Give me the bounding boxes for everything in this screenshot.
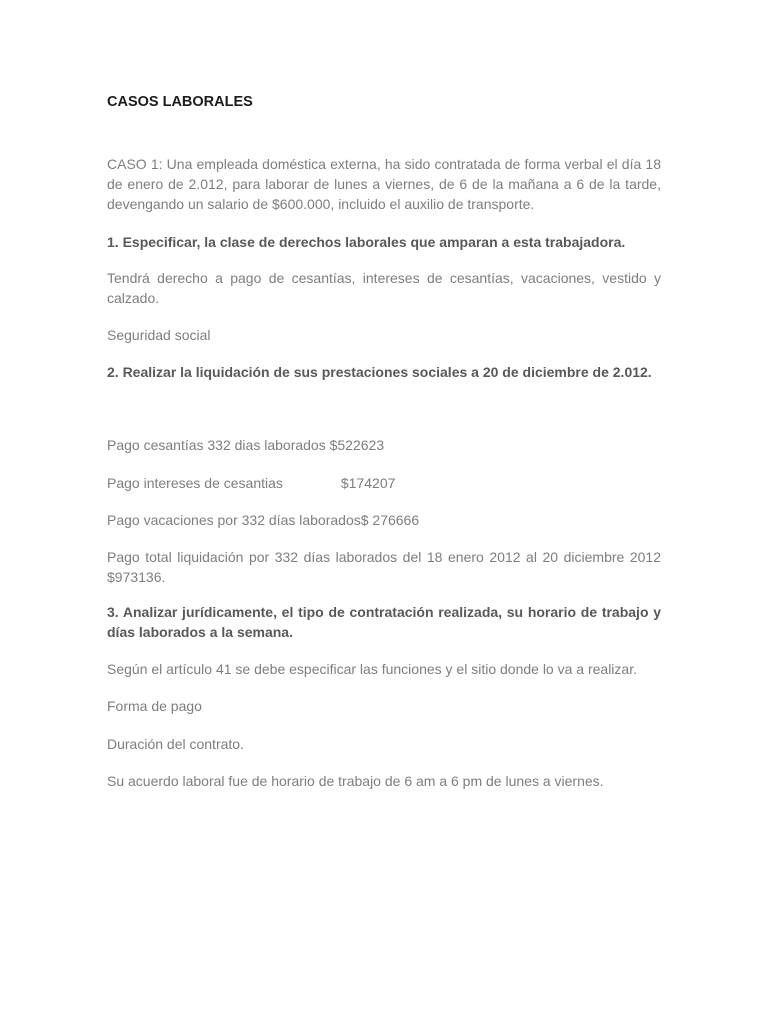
question-3-answer-forma: Forma de pago (107, 698, 202, 714)
pago-total-line: Pago total liquidación por 332 días laborados del 18 enero 2012 al 20 diciembre 2012 $973136. (107, 549, 661, 585)
pago-intereses-label: Pago intereses de cesantias (107, 475, 283, 491)
case-intro-paragraph: CASO 1: Una empleada doméstica externa, ha sido contratada de forma verbal el día 18 de enero de 2.012, para laborar de lunes a viernes, de 6 de la mañana a 6 de la tarde, devengando un salario de $600.000, incluido el auxilio de transporte. (107, 156, 661, 212)
question-1-answer-social: Seguridad social (107, 327, 211, 343)
question-3-answer-articulo: Según el artículo 41 se debe especificar las funciones y el sitio donde lo va a realizar. (107, 661, 637, 677)
question-1-heading: 1. Especificar, la clase de derechos laborales que amparan a esta trabajadora. (107, 234, 626, 250)
pago-vacaciones-line: Pago vacaciones por 332 días laborados$ 276666 (107, 512, 420, 528)
question-1-answer-rights: Tendrá derecho a pago de cesantías, intereses de cesantías, vacaciones, vestido y calzado. (107, 270, 661, 306)
pago-intereses-value: $174207 (340, 475, 396, 491)
question-3-heading: 3. Analizar jurídicamente, el tipo de contratación realizada, su horario de trabajo y días laborados a la semana. (107, 604, 661, 640)
pago-cesantias-line: Pago cesantías 332 dias laborados $522623 (107, 437, 385, 453)
question-3-answer-duracion: Duración del contrato. (107, 736, 244, 752)
question-3-answer-acuerdo: Su acuerdo laboral fue de horario de trabajo de 6 am a 6 pm de lunes a viernes. (107, 773, 604, 789)
pago-intereses-line (107, 473, 661, 493)
question-2-heading: 2. Realizar la liquidación de sus prestaciones sociales a 20 de diciembre de 2.012. (107, 364, 652, 380)
document-title: CASOS LABORALES (107, 94, 253, 110)
